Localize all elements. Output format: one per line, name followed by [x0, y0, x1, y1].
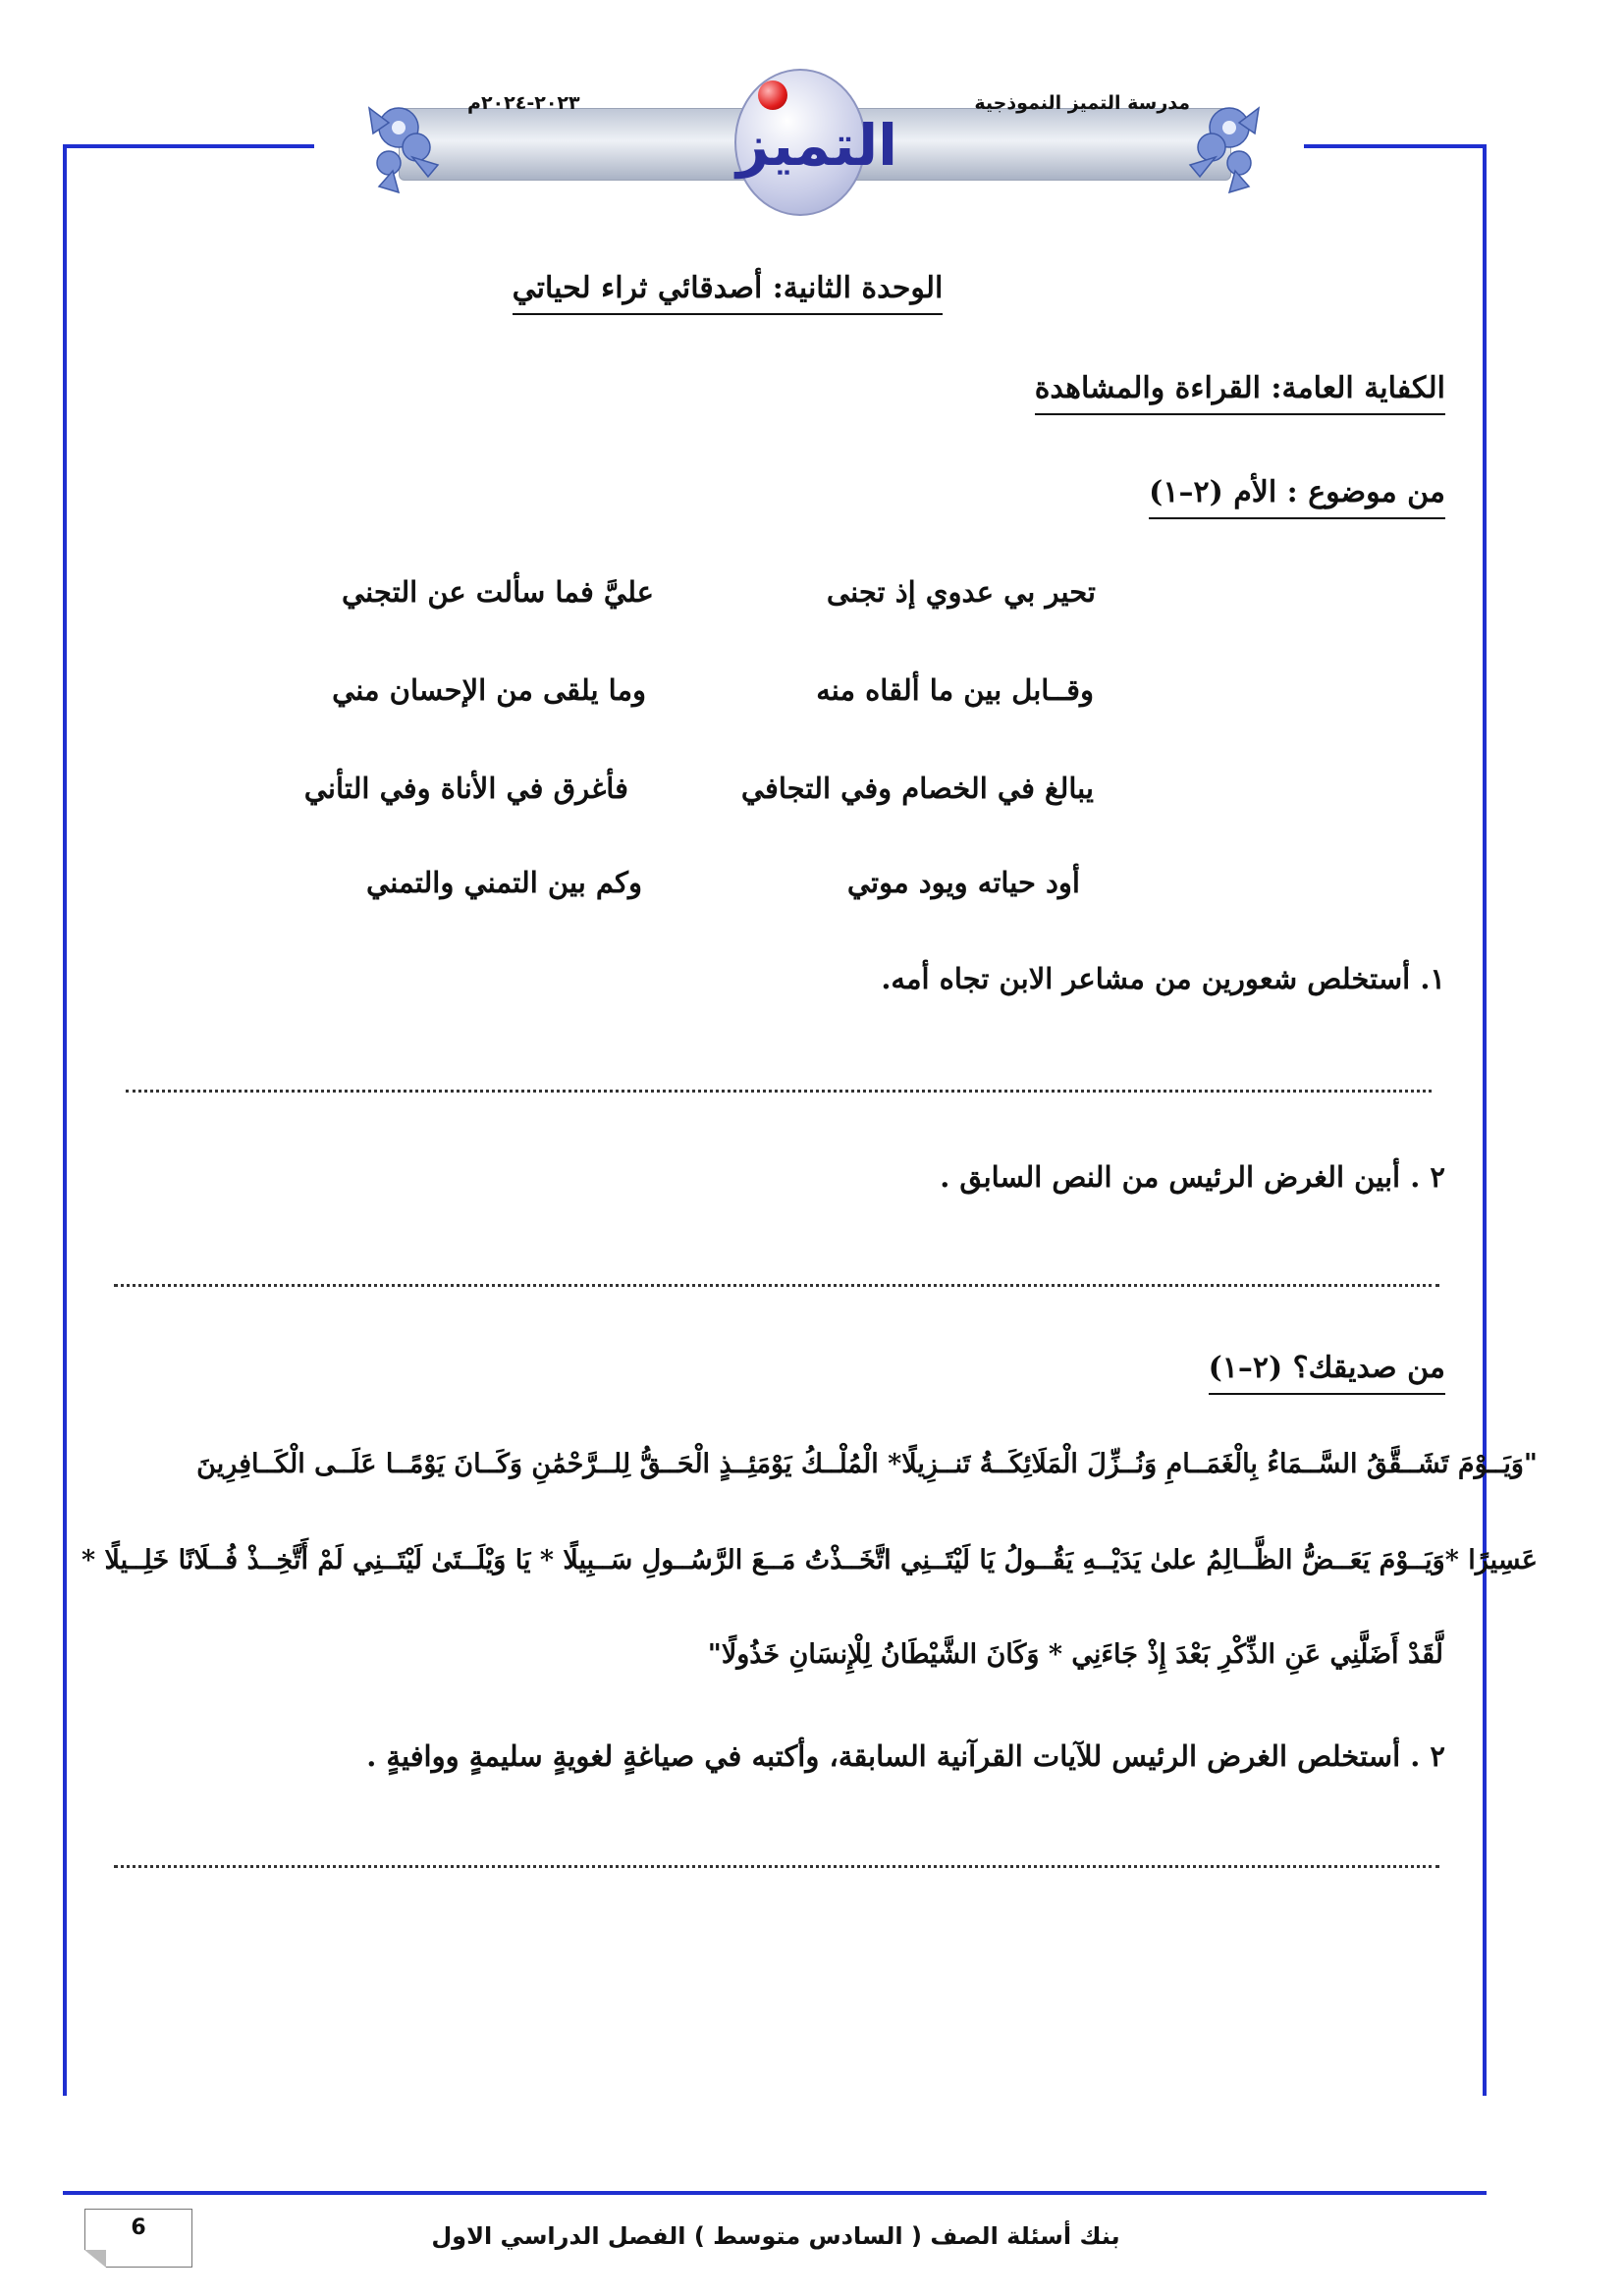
flower-right-icon: [1178, 79, 1269, 208]
poem-line-3-second: فأغرق في الأناة وفي التأني: [303, 772, 628, 805]
footer-text: بنك أسئلة الصف ( السادس متوسط ) الفصل الدراسي الاول: [431, 2222, 1120, 2250]
poem-line-1-first: تحير بي عدوي إذ تجنى: [826, 575, 1096, 609]
answer-line-1[interactable]: [126, 1090, 1432, 1093]
logo-dot-icon: [758, 80, 787, 110]
poem-line-2-first: وقــابل بين ما ألقاه منه: [816, 673, 1094, 707]
poem-line-2-second: وما يلقى من الإحسان مني: [332, 673, 646, 707]
header-banner: [359, 84, 1269, 202]
quran-line-2: عَسِيرًا *وَيَــوْمَ يَعَــضُّ الظَّــالِمُ علىٰ يَدَيْــهِ يَقُــولُ يَا لَيْتَــنِي اتَّخَــذْتُ مَــعَ الرَّسُــولِ سَــبِيلًا * يَا وَيْلَــتَىٰ لَيْتَــنِي لَمْ أَتَّخِــذْ فُــلَانًا خَلِــيلًا *: [81, 1545, 1538, 1575]
frame-top-left-rule: [63, 144, 314, 148]
frame-right-rule: [1483, 144, 1487, 2096]
academic-year: ٢٠٢٣-٢٠٢٤م: [467, 92, 580, 114]
quran-line-3: لَّقَدْ أَضَلَّنِي عَنِ الذِّكْرِ بَعْدَ إِذْ جَاءَنِي * وَكَانَ الشَّيْطَانُ لِلْإِنسَانِ خَذُولًا": [707, 1639, 1443, 1670]
school-logo: [734, 69, 897, 216]
answer-line-3[interactable]: [114, 1865, 1439, 1868]
footer-rule: [63, 2191, 1487, 2195]
school-name: مدرسة التميز النموذجية: [974, 92, 1190, 114]
page-number-tab: [84, 2209, 192, 2268]
poem-line-3-first: يبالغ في الخصام وفي التجافي: [740, 772, 1094, 805]
competency-heading: الكفاية العامة: القراءة والمشاهدة: [1035, 371, 1445, 405]
page-number: 6: [131, 2216, 146, 2240]
question-3: ٢ . أستخلص الغرض الرئيس للآيات القرآنية السابقة، وأكتبه في صياغةٍ لغويةٍ سليمةٍ ووافيةٍ .: [366, 1739, 1445, 1773]
section2-title: من صديقك؟ (٢–١): [1209, 1351, 1445, 1385]
frame-top-right-rule: [1304, 144, 1487, 148]
page-fold-icon: [84, 2250, 106, 2268]
poem-line-4-first: أود حياته ويود موتي: [846, 866, 1080, 899]
question-1: ١. أستخلص شعورين من مشاعر الابن تجاه أمه.: [881, 962, 1445, 995]
question-2: ٢ . أبين الغرض الرئيس من النص السابق .: [940, 1160, 1445, 1194]
section1-title: من موضوع : الأم (٢–١): [1149, 475, 1445, 509]
frame-left-rule: [63, 144, 67, 2096]
logo-text: التميز: [736, 112, 897, 179]
poem-line-1-second: عليَّ فما سألت عن التجني: [341, 575, 654, 609]
flower-left-icon: [359, 79, 450, 208]
answer-line-2[interactable]: [114, 1284, 1439, 1287]
poem-line-4-second: وكم بين التمني والتمني: [366, 866, 642, 899]
quran-line-1: "وَيَــوْمَ تَشَــقَّقُ السَّــمَاءُ بِالْغَمَــامِ وَنُــزِّلَ الْمَلَائِكَــةُ تَنــزِيلًا* الْمُلْــكُ يَوْمَئِــذٍ الْحَــقُّ لِلــرَّحْمَٰنِ وَكَــانَ يَوْمًــا عَلَــى الْكَــافِرِينَ: [196, 1449, 1538, 1479]
unit-title: الوحدة الثانية: أصدقائي ثراء لحياتي: [491, 271, 964, 305]
